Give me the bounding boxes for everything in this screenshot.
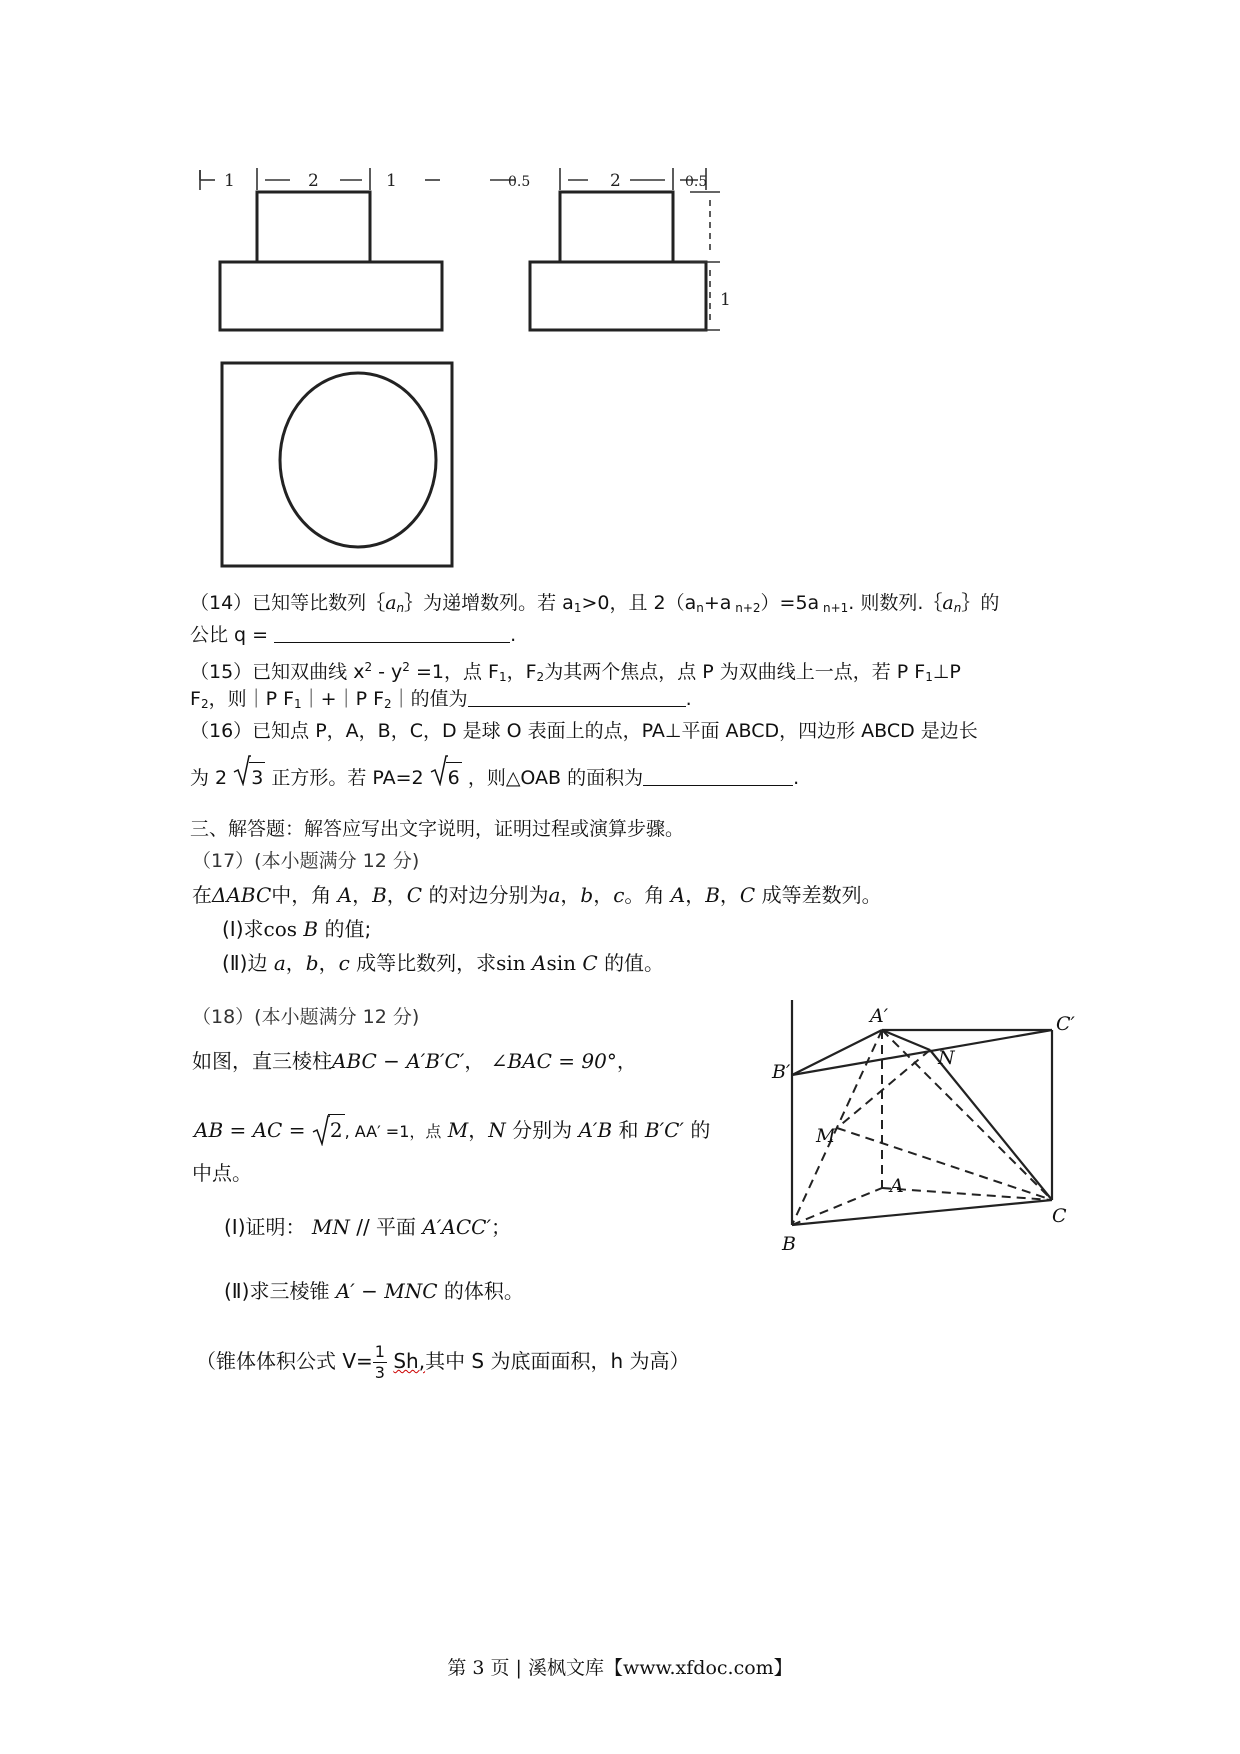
dim-05b: 0.5 xyxy=(685,174,708,190)
one-third-fraction: $\frac{1}{3}$ xyxy=(374,1342,385,1382)
q18-part1: (Ⅰ)证明： MN // 平面 A′ACC′； xyxy=(224,1215,511,1239)
dim-1c: 1 xyxy=(720,290,731,310)
q18-line3: 中点。 xyxy=(192,1161,252,1185)
label-N: N xyxy=(938,1047,955,1069)
q16-answer-blank[interactable] xyxy=(643,765,793,786)
q18-part2: (Ⅱ)求三棱锥 A′ − MNC 的体积。 xyxy=(224,1279,524,1303)
q17-part1: (Ⅰ)求cos B 的值; xyxy=(222,917,372,941)
page-footer: 第 3 页 | 溪枫文库【www.xfdoc.com】 xyxy=(447,1657,793,1679)
sqrt-6: 6 xyxy=(430,752,462,793)
dim-1b: 1 xyxy=(386,171,397,191)
q17-header: （17）(本小题满分 12 分) xyxy=(192,850,420,872)
label-A: A xyxy=(890,1175,904,1197)
q15-line1: （15）已知双曲线 $x^2 - y^2 =1$，点 $F_1$，$F_2$为其两个焦点，点 P 为双曲线上一点，若 P $F_1\perp P$ xyxy=(190,660,961,684)
label-C: C xyxy=(1052,1205,1067,1227)
q16-line2: 为 2 3 正方形。若 PA=2 6 ，则△OAB 的面积为 . xyxy=(190,752,799,793)
q15-answer-blank[interactable] xyxy=(468,686,686,707)
prism-figure xyxy=(770,1000,1100,1275)
q17-part2: (Ⅱ)边 a，b，c 成等比数列，求sin Asin C 的值。 xyxy=(222,951,665,975)
q17-line1: 在ΔABC中，角 A，B，C 的对边分别为a，b，c。角 A，B，C 成等差数列。 xyxy=(192,883,882,907)
q18-line1: 如图，直三棱柱ABC − A′B′C′， ∠BAC = 90°， xyxy=(192,1049,637,1073)
sqrt-2: 2 xyxy=(312,1112,345,1145)
label-B: B xyxy=(782,1233,796,1255)
q14-line2: 公比 q = . xyxy=(190,624,517,646)
q15-line2: $F_2$，则｜P $F_1|+|P$ $F_2|$的值为 . xyxy=(190,688,692,711)
dim-1a: 1 xyxy=(224,171,235,191)
q18-header: （18）(本小题满分 12 分) xyxy=(192,1006,420,1028)
three-view-figure xyxy=(190,160,750,570)
dim-05a: 0.5 xyxy=(508,174,531,190)
label-C1: C′ xyxy=(1056,1013,1075,1035)
label-A1: A′ xyxy=(870,1005,889,1027)
q14-answer-blank[interactable] xyxy=(274,622,510,643)
q18-line2: AB = AC = 2 , AA′ =1，点 M，N 分别为 A′B 和 B′C′ 的 xyxy=(194,1112,710,1147)
label-M: M xyxy=(816,1125,836,1147)
q18-formula-note: （锥体体积公式 V= $\frac{1}{3}$ Sh,其中 S 为底面面积，h 为高） xyxy=(196,1342,690,1382)
dim-2a: 2 xyxy=(308,171,319,191)
q14-line1: （14）已知等比数列$\{a_n\}$为递增数列。若 $a_1>0$，且 $2(a_n+a$ $_{n+2}$）=5a $_{n+1}$. 则数列$.\{a_n\}$的 xyxy=(190,592,1000,615)
q16-line1: （16）已知点 P，A，B，C，D 是球 O 表面上的点，PA⊥平面 ABCD，四边形 ABCD 是边长 xyxy=(190,720,978,742)
section-3-heading: 三、解答题：解答应写出文字说明，证明过程或演算步骤。 xyxy=(190,818,685,840)
label-B1: B′ xyxy=(772,1061,791,1083)
dim-2b: 2 xyxy=(610,171,621,191)
sqrt-3: 3 xyxy=(233,752,265,793)
